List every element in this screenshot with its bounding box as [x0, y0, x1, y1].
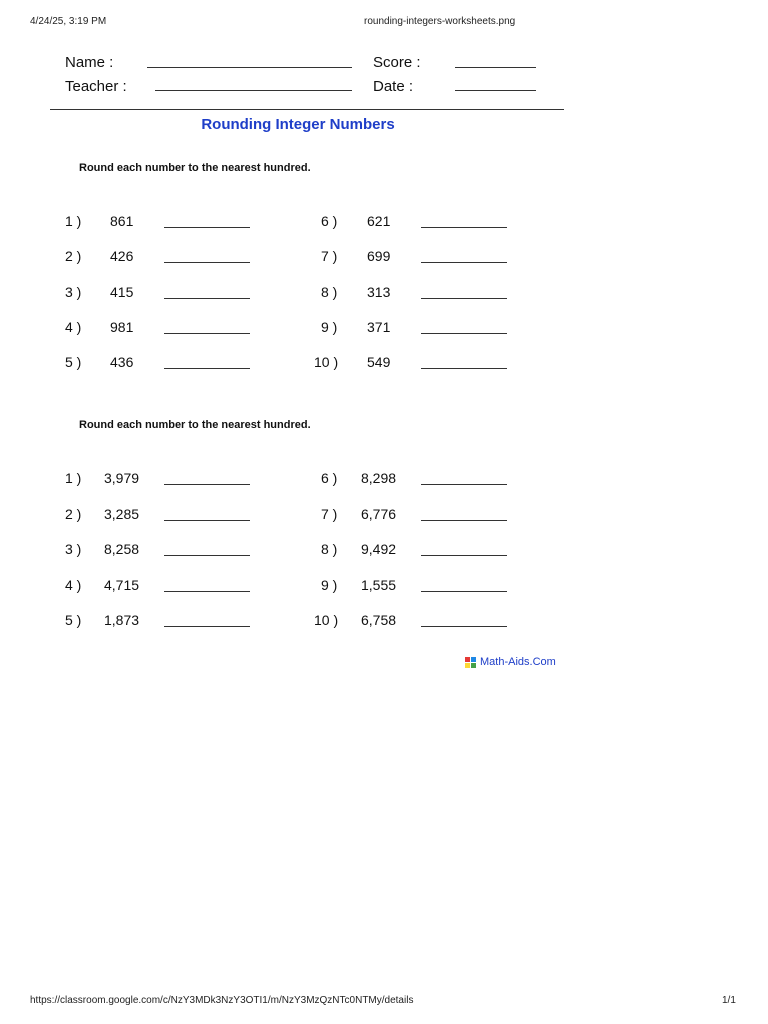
s2-answer-line[interactable]	[164, 520, 250, 521]
logo-square-icon	[465, 657, 470, 662]
s2-problem-value: 1,555	[361, 577, 397, 593]
s2-answer-line[interactable]	[164, 591, 250, 592]
s2-problem-number: 3 )	[65, 541, 82, 557]
logo-square-icon	[471, 657, 476, 662]
s1-problem-value: 699	[367, 248, 391, 264]
s1-answer-line[interactable]	[421, 368, 507, 369]
s2-problem-number: 6 )	[321, 470, 338, 486]
s1-problem-number: 10 )	[314, 354, 339, 370]
teacher-label: Teacher :	[65, 78, 127, 95]
s2-problem-number: 10 )	[314, 612, 339, 628]
score-label: Score :	[373, 54, 421, 71]
s2-problem-value: 6,758	[361, 612, 397, 628]
date-label: Date :	[373, 78, 414, 95]
s1-problem-value: 426	[110, 248, 134, 264]
s1-problem-number: 7 )	[321, 248, 338, 264]
math-aids-logo-icon	[465, 657, 476, 668]
print-url: https://classroom.google.com/c/NzY3MDk3NzY3OTI1/m/NzY3MzQzNTc0NTMy/details	[30, 995, 414, 1006]
s1-problem-number: 1 )	[65, 213, 82, 229]
s1-answer-line[interactable]	[164, 262, 250, 263]
s1-problem-value: 371	[367, 319, 391, 335]
s2-problem-value: 3,979	[104, 470, 140, 486]
logo-square-icon	[471, 663, 476, 668]
s2-problem-value: 8,298	[361, 470, 397, 486]
s2-problem-value: 1,873	[104, 612, 140, 628]
s1-answer-line[interactable]	[164, 368, 250, 369]
s2-problem-number: 7 )	[321, 506, 338, 522]
s2-problem-value: 9,492	[361, 541, 397, 557]
s1-problem-value: 981	[110, 319, 134, 335]
s1-problem-number: 4 )	[65, 319, 82, 335]
s1-answer-line[interactable]	[164, 333, 250, 334]
s1-problem-value: 861	[110, 213, 134, 229]
teacher-line[interactable]	[155, 90, 352, 91]
header-divider	[50, 109, 564, 110]
s1-answer-line[interactable]	[164, 298, 250, 299]
print-page-number: 1/1	[722, 995, 736, 1006]
s2-answer-line[interactable]	[421, 555, 507, 556]
s2-problem-number: 2 )	[65, 506, 82, 522]
score-line[interactable]	[455, 67, 536, 68]
s1-problem-value: 313	[367, 284, 391, 300]
s2-problem-number: 9 )	[321, 577, 338, 593]
s2-answer-line[interactable]	[421, 484, 507, 485]
s1-problem-number: 9 )	[321, 319, 338, 335]
name-line[interactable]	[147, 67, 352, 68]
s2-problem-number: 8 )	[321, 541, 338, 557]
section2-instruction: Round each number to the nearest hundred.	[79, 419, 311, 431]
name-label: Name :	[65, 54, 114, 71]
s1-problem-number: 5 )	[65, 354, 82, 370]
worksheet-title: Rounding Integer Numbers	[201, 116, 395, 133]
s2-answer-line[interactable]	[164, 626, 250, 627]
s2-problem-value: 3,285	[104, 506, 140, 522]
s1-problem-value: 621	[367, 213, 391, 229]
s1-answer-line[interactable]	[421, 227, 507, 228]
print-datetime: 4/24/25, 3:19 PM	[30, 16, 107, 27]
print-filename: rounding-integers-worksheets.png	[364, 16, 516, 27]
s2-answer-line[interactable]	[164, 555, 250, 556]
math-aids-logo[interactable]	[465, 656, 556, 668]
s2-problem-number: 5 )	[65, 612, 82, 628]
s2-problem-value: 6,776	[361, 506, 397, 522]
s2-problem-number: 4 )	[65, 577, 82, 593]
s2-answer-line[interactable]	[421, 591, 507, 592]
s1-problem-value: 415	[110, 284, 134, 300]
s1-problem-value: 549	[367, 354, 391, 370]
s1-answer-line[interactable]	[164, 227, 250, 228]
date-line[interactable]	[455, 90, 536, 91]
s1-answer-line[interactable]	[421, 262, 507, 263]
s1-problem-number: 3 )	[65, 284, 82, 300]
s2-problem-number: 1 )	[65, 470, 82, 486]
s1-problem-number: 8 )	[321, 284, 338, 300]
section1-instruction: Round each number to the nearest hundred.	[79, 162, 311, 174]
logo-square-icon	[465, 663, 470, 668]
s1-problem-number: 6 )	[321, 213, 338, 229]
s1-answer-line[interactable]	[421, 298, 507, 299]
s1-problem-number: 2 )	[65, 248, 82, 264]
s2-answer-line[interactable]	[421, 520, 507, 521]
s2-problem-value: 4,715	[104, 577, 140, 593]
s2-problem-value: 8,258	[104, 541, 140, 557]
s1-answer-line[interactable]	[421, 333, 507, 334]
s2-answer-line[interactable]	[421, 626, 507, 627]
s2-answer-line[interactable]	[164, 484, 250, 485]
s1-problem-value: 436	[110, 354, 134, 370]
logo-text: Math-Aids.Com	[480, 656, 556, 668]
